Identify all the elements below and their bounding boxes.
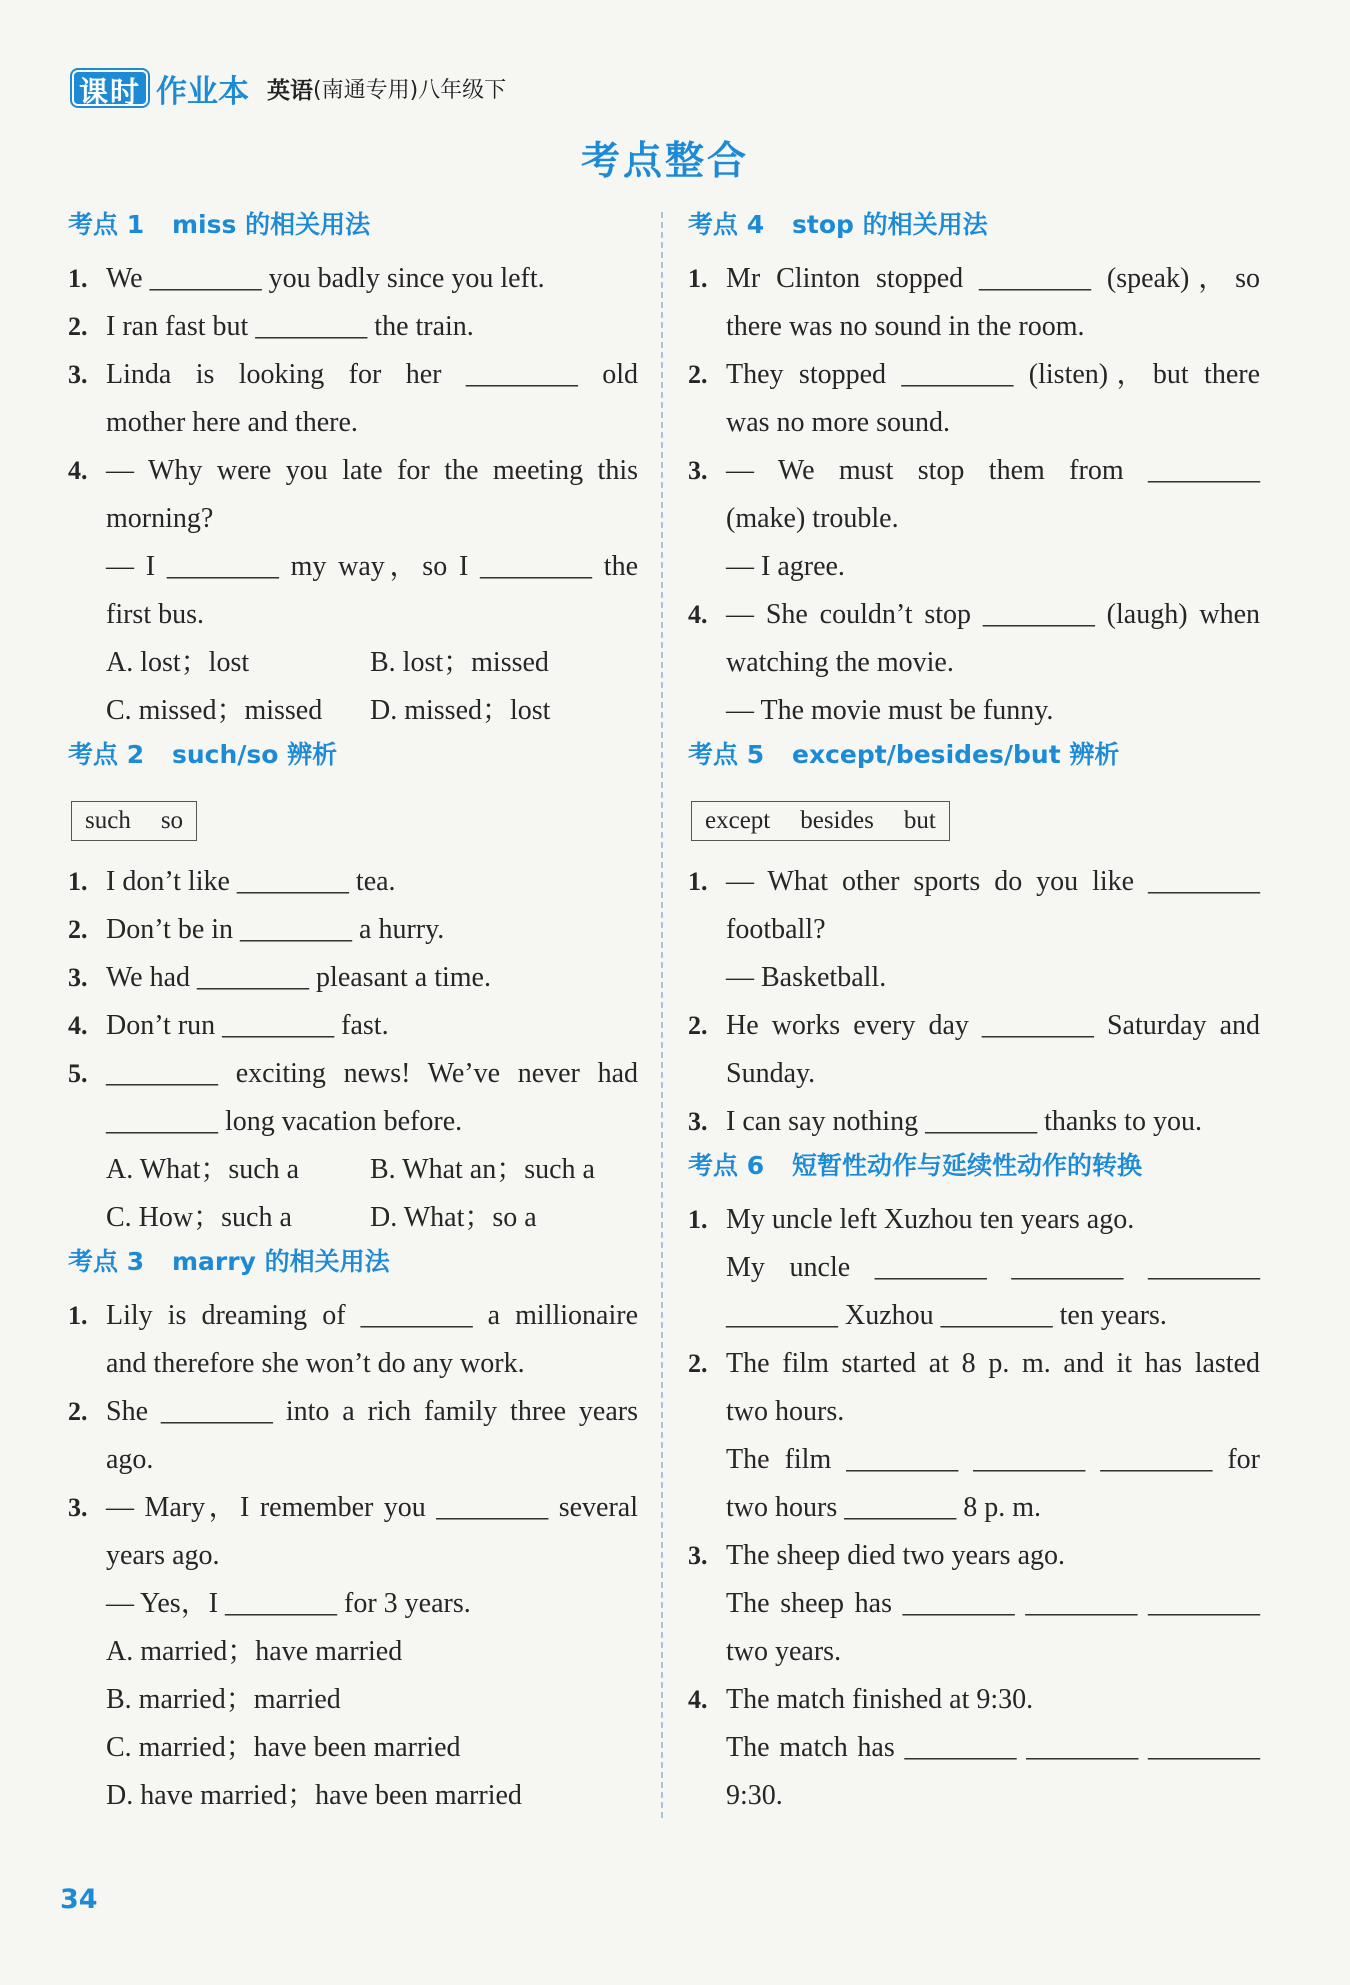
- question-item: [688, 1340, 1260, 1532]
- question-line: We had ________ pleasant a time.: [106, 962, 491, 993]
- section-heading: [688, 205, 1260, 249]
- question-number: 3.: [688, 456, 708, 485]
- question-line: I don’t like ________ tea.: [106, 866, 396, 897]
- answer-option: B. What an；such a: [370, 1154, 595, 1185]
- question-item: [68, 1292, 638, 1388]
- question-line: two years.: [726, 1636, 842, 1667]
- question-line: Lily is dreaming of ________ a millionaire: [106, 1300, 638, 1331]
- question-line: and therefore she won’t do any work.: [106, 1348, 525, 1379]
- option-row: [106, 1146, 638, 1194]
- question-item: [68, 858, 638, 906]
- question-number: 3.: [68, 1493, 88, 1522]
- section-topic: stop 的相关用法: [792, 210, 988, 239]
- question-line: ________ Xuzhou ________ ten years.: [726, 1300, 1167, 1331]
- answer-option: A. What；such a: [106, 1154, 300, 1185]
- logo: 课时: [72, 70, 148, 106]
- question-line: Don’t run ________ fast.: [106, 1010, 389, 1041]
- question-line: years ago.: [106, 1540, 220, 1571]
- page-title: 考点整合: [580, 139, 749, 184]
- question-line: My uncle ________ ________ ________: [726, 1252, 1260, 1283]
- word-box-word: so: [160, 807, 184, 834]
- question-item: [688, 858, 1260, 1002]
- question-number: 3.: [68, 360, 88, 389]
- question-line: — Yes，I ________ for 3 years.: [106, 1588, 471, 1619]
- question-number: 1.: [688, 264, 708, 293]
- question-item: [68, 351, 638, 447]
- word-box-wrapper: [691, 801, 1260, 843]
- question-line: I ran fast but ________ the train.: [106, 311, 474, 342]
- question-line: The film ________ ________ ________ for: [726, 1444, 1260, 1475]
- section-label: 考点 1: [68, 210, 145, 239]
- word-box-word: besides: [800, 807, 874, 834]
- subject-label: 英语: [267, 77, 314, 104]
- question-item: [68, 1002, 638, 1050]
- column-divider: [661, 212, 663, 1818]
- question-number: 2.: [688, 1349, 708, 1378]
- section-heading: [688, 1146, 1260, 1190]
- question-line: The match has ________ ________ ________: [726, 1732, 1260, 1763]
- question-line: ________ exciting news! We’ve never had: [106, 1058, 638, 1089]
- question-line: was no more sound.: [726, 407, 950, 438]
- column-left: [68, 205, 638, 1820]
- question-item: [688, 1098, 1260, 1146]
- question-item: [68, 1484, 638, 1820]
- answer-option: A. married；have married: [106, 1636, 403, 1667]
- question-line: ago.: [106, 1444, 154, 1475]
- answer-option: C. missed；missed: [106, 695, 323, 726]
- question-number: 5.: [68, 1059, 88, 1088]
- question-line: — The movie must be funny.: [726, 695, 1054, 726]
- option-row: [106, 1676, 638, 1724]
- brand-name: 作业本: [156, 73, 250, 110]
- question-line: (make) trouble.: [726, 503, 899, 534]
- question-number: 4.: [688, 1685, 708, 1714]
- question-line: 9:30.: [726, 1780, 783, 1811]
- question-item: [688, 1002, 1260, 1098]
- question-line: — What other sports do you like ________: [726, 866, 1260, 897]
- question-item: [68, 1050, 638, 1242]
- word-box-word: except: [705, 807, 771, 834]
- question-item: [68, 906, 638, 954]
- section-topic: 短暂性动作与延续性动作的转换: [792, 1151, 1143, 1180]
- section-label: 考点 6: [688, 1151, 765, 1180]
- edition-label: (南通专用)八年级下: [313, 77, 507, 103]
- question-item: [68, 1388, 638, 1484]
- option-row: [106, 1194, 638, 1242]
- question-line: ________ long vacation before.: [106, 1106, 463, 1137]
- question-line: My uncle left Xuzhou ten years ago.: [726, 1204, 1135, 1235]
- section-topic: miss 的相关用法: [172, 210, 371, 239]
- question-line: morning?: [106, 503, 214, 534]
- question-line: The sheep died two years ago.: [726, 1540, 1065, 1571]
- answer-option: C. How；such a: [106, 1202, 292, 1233]
- section-heading: [68, 205, 638, 249]
- question-line: I can say nothing ________ thanks to you.: [726, 1106, 1202, 1137]
- question-item: [68, 954, 638, 1002]
- question-number: 2.: [688, 1011, 708, 1040]
- section-label: 考点 4: [688, 210, 765, 239]
- question-line: Mr Clinton stopped ________ (speak)，so: [726, 263, 1260, 294]
- question-number: 1.: [688, 867, 708, 896]
- option-row: [106, 1772, 638, 1820]
- section-topic: marry 的相关用法: [172, 1247, 390, 1276]
- question-line: — She couldn’t stop ________ (laugh) when: [726, 599, 1260, 630]
- question-line: two hours ________ 8 p. m.: [726, 1492, 1041, 1523]
- section-label: 考点 5: [688, 740, 765, 769]
- question-number: 1.: [68, 1301, 88, 1330]
- question-line: — Why were you late for the meeting this: [106, 455, 638, 486]
- option-row: [106, 1628, 638, 1676]
- question-line: — Mary，I remember you ________ several: [106, 1492, 638, 1523]
- question-line: We ________ you badly since you left.: [106, 263, 545, 294]
- question-number: 2.: [68, 915, 88, 944]
- section-heading: [688, 735, 1260, 779]
- answer-option: D. have married；have been married: [106, 1780, 522, 1811]
- question-line: first bus.: [106, 599, 204, 630]
- section-heading: [68, 1242, 638, 1286]
- question-number: 2.: [68, 312, 88, 341]
- question-line: The sheep has ________ ________ ________: [726, 1588, 1260, 1619]
- answer-option: A. lost；lost: [106, 647, 250, 678]
- section-topic: except/besides/but 辨析: [792, 740, 1120, 769]
- option-row: [106, 1724, 638, 1772]
- question-line: She ________ into a rich family three years: [106, 1396, 638, 1427]
- question-number: 4.: [688, 600, 708, 629]
- question-item: [68, 447, 638, 735]
- question-line: Sunday.: [726, 1058, 816, 1089]
- word-box-wrapper: [71, 801, 638, 843]
- answer-option: B. lost；missed: [370, 647, 549, 678]
- answer-option: D. What；so a: [370, 1202, 537, 1233]
- question-line: The film started at 8 p. m. and it has lasted: [726, 1348, 1260, 1379]
- word-box: [691, 801, 950, 841]
- answer-option: D. missed；lost: [370, 695, 551, 726]
- question-line: — We must stop them from ________: [726, 455, 1260, 486]
- question-line: there was no sound in the room.: [726, 311, 1085, 342]
- question-line: They stopped ________ (listen)，but there: [726, 359, 1260, 390]
- question-line: He works every day ________ Saturday and: [726, 1010, 1260, 1041]
- question-number: 1.: [68, 867, 88, 896]
- section-label: 考点 2: [68, 740, 145, 769]
- question-item: [688, 351, 1260, 447]
- question-line: — I agree.: [726, 551, 845, 582]
- question-line: — I ________ my way，so I ________ the: [106, 551, 638, 582]
- column-right: [688, 205, 1260, 1820]
- answer-option: B. married；married: [106, 1684, 341, 1715]
- page-number: 34: [60, 1884, 98, 1915]
- question-number: 2.: [68, 1397, 88, 1426]
- question-line: mother here and there.: [106, 407, 358, 438]
- question-item: [688, 1196, 1260, 1340]
- question-number: 1.: [688, 1205, 708, 1234]
- question-number: 2.: [688, 360, 708, 389]
- question-number: 4.: [68, 1011, 88, 1040]
- question-line: football?: [726, 914, 826, 945]
- question-line: watching the movie.: [726, 647, 954, 678]
- section-topic: such/so 辨析: [172, 740, 338, 769]
- question-item: [68, 255, 638, 303]
- page-header: [72, 68, 506, 108]
- option-row: [106, 639, 638, 687]
- word-box-word: such: [85, 807, 131, 834]
- question-line: — Basketball.: [726, 962, 887, 993]
- question-item: [688, 591, 1260, 735]
- question-line: two hours.: [726, 1396, 845, 1427]
- question-number: 1.: [68, 264, 88, 293]
- section-heading: [68, 735, 638, 779]
- section-label: 考点 3: [68, 1247, 145, 1276]
- word-box: [71, 801, 197, 841]
- word-box-word: but: [903, 807, 936, 834]
- question-item: [68, 303, 638, 351]
- answer-option: C. married；have been married: [106, 1732, 461, 1763]
- question-item: [688, 1676, 1260, 1820]
- question-item: [688, 1532, 1260, 1676]
- question-number: 3.: [68, 963, 88, 992]
- question-item: [688, 447, 1260, 591]
- question-line: The match finished at 9:30.: [726, 1684, 1034, 1715]
- question-number: 3.: [688, 1541, 708, 1570]
- question-number: 3.: [688, 1107, 708, 1136]
- question-item: [688, 255, 1260, 351]
- question-line: Don’t be in ________ a hurry.: [106, 914, 445, 945]
- question-line: Linda is looking for her ________ old: [106, 359, 638, 390]
- question-number: 4.: [68, 456, 88, 485]
- option-row: [106, 687, 638, 735]
